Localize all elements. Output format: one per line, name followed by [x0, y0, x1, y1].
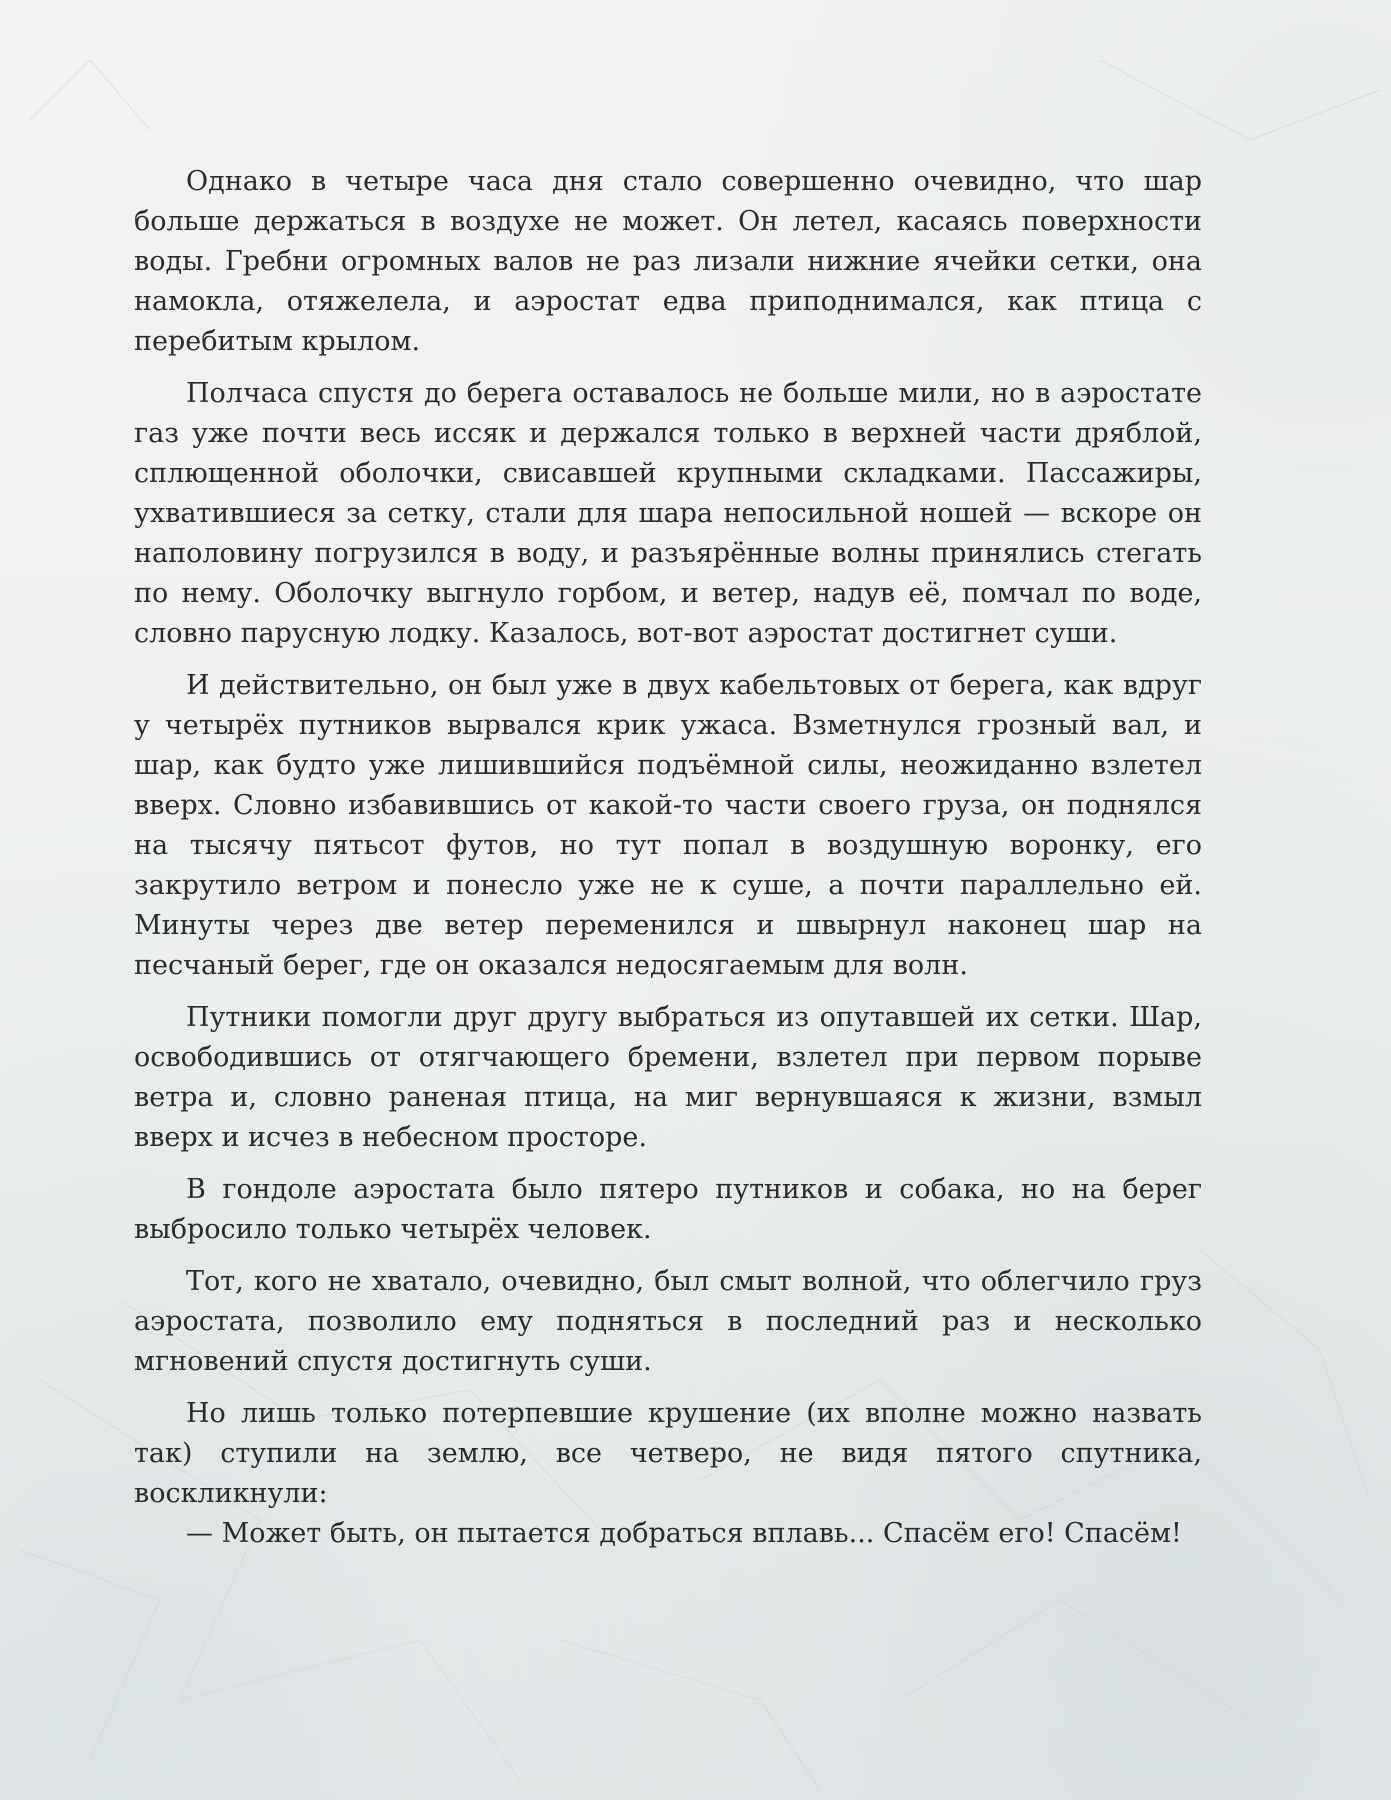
paragraph-dialogue: — Может быть, он пытается добраться вплавь... Спасём его! Спасём!	[186, 1518, 1182, 1549]
paragraph: Полчаса спустя до берега оставалось не больше мили, но в аэростате газ уже почти весь иссяк и держался только в верхней части дряблой, сплющенной оболочки, свисавшей крупными складками. Пассажиры, ухватившиеся за сетку, стали для шара непосильной ношей — вскоре он наполовину погрузился в воду, и разъярённые волны принялись стегать по нему. Оболочку выгнуло горбом, и ветер, надув её, помчал по воде, словно парусную лодку. Казалось, вот-вот аэростат достигнет суши.	[134, 378, 1202, 649]
paragraph: И действительно, он был уже в двух кабельтовых от берега, как вдруг у четырёх путников вырвался крик ужаса. Взметнулся грозный вал, и шар, как будто уже лишившийся подъёмной силы, неожиданно взлетел вверх. Словно избавившись от какой-то части своего груза, он поднялся на тысячу пятьсот футов, но тут попал в воздушную воронку, его закрутило ветром и понесло уже не к суше, а почти параллельно ей. Минуты через две ветер переменился и швырнул наконец шар на песчаный берег, где он оказался недосягаемым для волн.	[134, 670, 1202, 981]
body-text	[134, 162, 1202, 1566]
paragraph: В гондоле аэростата было пятеро путников и собака, но на берег выбросило только четырёх человек.	[134, 1174, 1202, 1245]
paragraph: Тот, кого не хватало, очевидно, был смыт волной, что облегчило груз аэростата, позволило ему подняться в последний раз и несколько мгновений спустя достигнуть суши.	[134, 1266, 1202, 1377]
paragraph: Однако в четыре часа дня стало совершенно очевидно, что шар больше держаться в воздухе не может. Он летел, касаясь поверхности воды. Гребни огромных валов не раз лизали нижние ячейки сетки, она намокла, отяжелела, и аэростат едва приподнимался, как птица с перебитым крылом.	[134, 166, 1202, 357]
paragraph: Но лишь только потерпевшие крушение (их вполне можно назвать так) ступили на землю, все четверо, не видя пятого спутника, воскликнули:	[134, 1398, 1202, 1509]
paragraph: Путники помогли друг другу выбраться из опутавшей их сетки. Шар, освободившись от отягчающего бремени, взлетел при первом порыве ветра и, словно раненая птица, на миг вернувшаяся к жизни, взмыл вверх и исчез в небесном просторе.	[134, 1002, 1202, 1153]
